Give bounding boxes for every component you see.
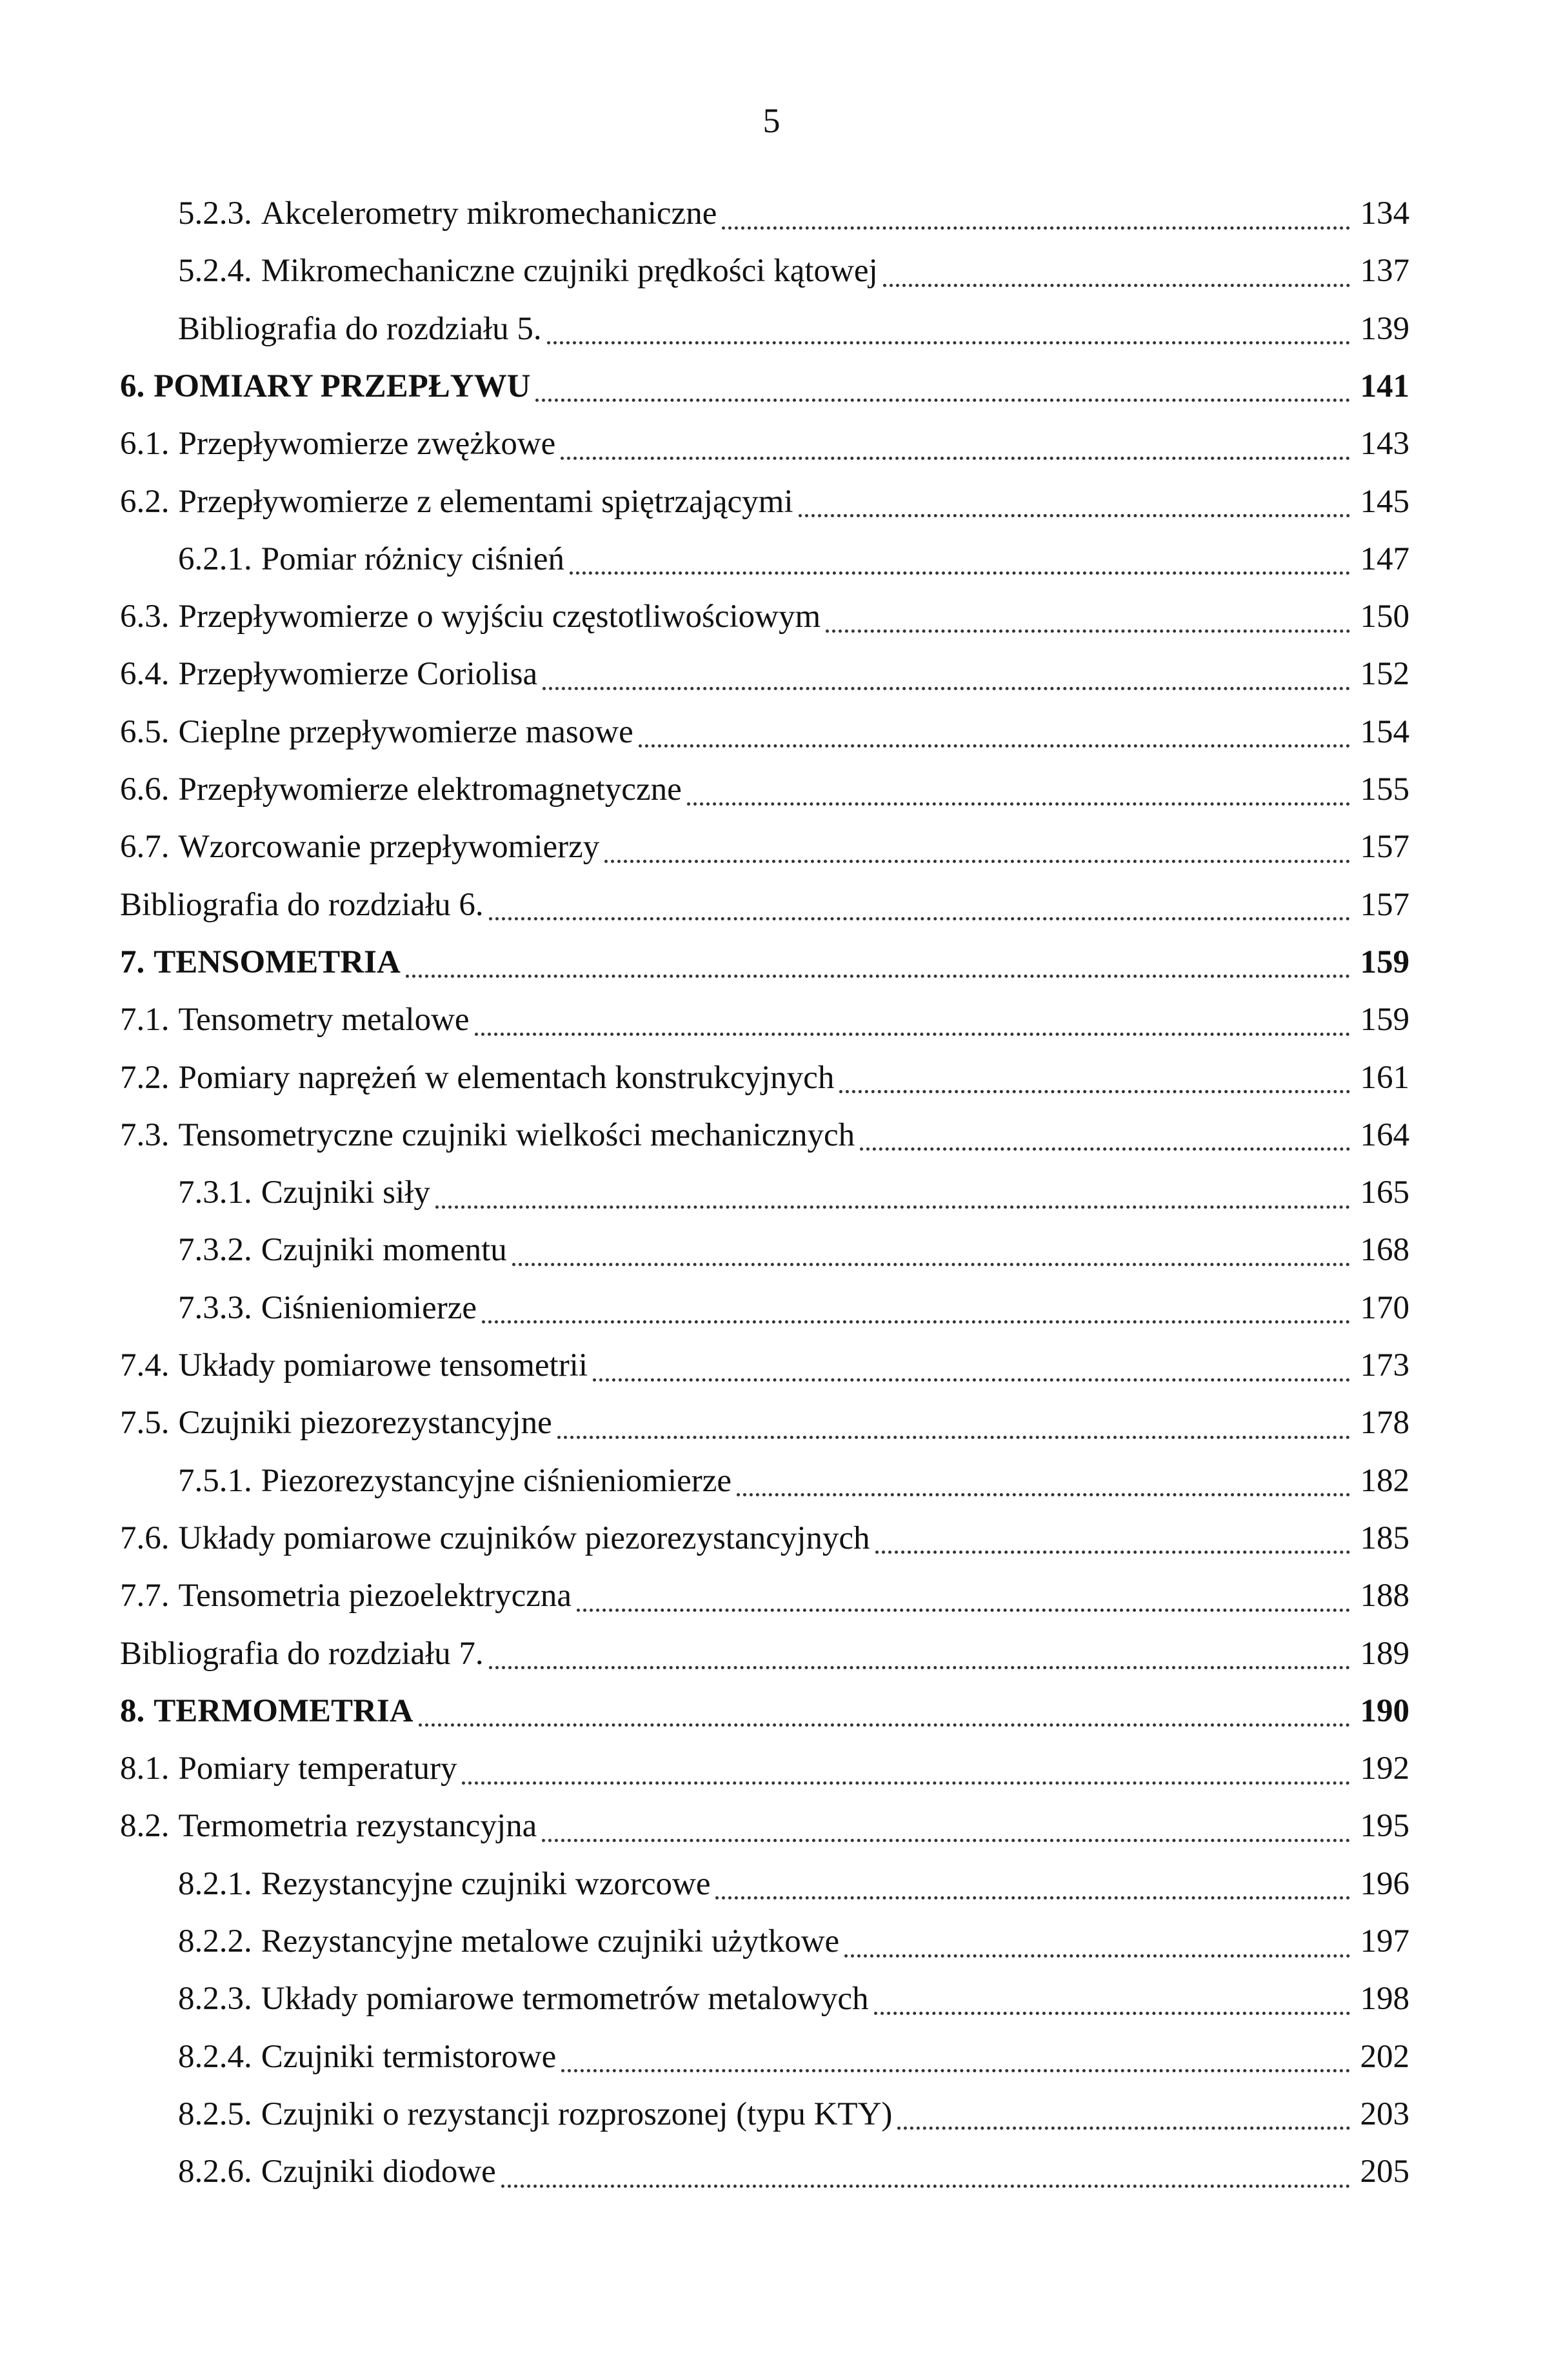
toc-entry [120,1049,1409,1107]
toc-entry [120,473,1409,531]
toc-entry-page: 203 [1360,2096,1409,2132]
toc-entry-title: Przepływomierze Coriolisa [178,656,538,693]
toc-entry-title: Czujniki termistorowe [261,2038,557,2075]
toc-entry [178,1279,1409,1337]
toc-entry-number: 8.2.4. [178,2038,252,2075]
toc-entry-number: 7.5. [120,1405,170,1442]
toc-entry-title: Wzorcowanie przepływomierzy [178,829,600,866]
dot-leader [547,341,1350,344]
page-number: 5 [762,101,781,140]
toc-entry-page: 159 [1360,944,1409,980]
toc-entry-number: 6.2. [120,483,170,520]
toc-entry [120,588,1409,646]
toc-entry-title: Pomiary naprężeń w elementach konstrukcyjnych [178,1059,835,1096]
toc-entry-page: 195 [1360,1808,1409,1845]
toc-entry-page: 154 [1360,713,1409,750]
toc-entry-title: Układy pomiarowe tensometrii [178,1347,588,1383]
toc-entry-page: 168 [1360,1232,1409,1269]
dot-leader [593,1378,1350,1382]
dot-leader [535,399,1350,402]
toc-entry-number: 6.5. [120,713,170,750]
toc-entry-page: 182 [1360,1462,1409,1499]
toc-entry-title: Czujniki momentu [261,1232,507,1269]
dot-leader [897,2127,1350,2130]
toc-entry-page: 157 [1360,886,1409,923]
toc-entry [120,760,1409,818]
toc-entry [120,1797,1409,1855]
toc-entry-number: 8.2.5. [178,2096,252,2132]
toc-entry [120,991,1409,1049]
toc-entry-page: 137 [1360,253,1409,290]
toc-entry-title: Przepływomierze elektromagnetyczne [178,771,682,808]
dot-leader [883,284,1350,287]
toc-entry-page: 196 [1360,1865,1409,1902]
toc-entry-page: 197 [1360,1923,1409,1959]
toc-entry [178,184,1409,243]
toc-entry [120,1106,1409,1164]
dot-leader [799,514,1351,517]
toc-entry-page: 190 [1360,1692,1409,1729]
toc-entry-number: 7. [120,944,145,980]
toc-entry-page: 150 [1360,599,1409,635]
toc-entry [120,876,1409,934]
dot-leader [860,1147,1350,1151]
toc-entry-number: 7.2. [120,1059,170,1096]
toc-entry-page: 205 [1360,2154,1409,2190]
toc-entry-number: 7.3.1. [178,1175,252,1211]
dot-leader [875,1551,1350,1554]
toc-entry [178,530,1409,588]
toc-entry-number: 8.1. [120,1750,170,1787]
toc-entry-page: 192 [1360,1750,1409,1787]
toc-entry-title: Termometria rezystancyjna [178,1808,537,1845]
toc-entry [178,2028,1409,2086]
toc-entry-page: 152 [1360,656,1409,693]
toc-entry [178,1452,1409,1510]
dot-leader [839,1090,1350,1093]
toc-entry-number: 6.7. [120,829,170,866]
dot-leader [561,2069,1350,2072]
toc-entry [120,415,1409,473]
dot-leader [715,1896,1350,1899]
toc-entry-title: Bibliografia do rozdziału 7. [120,1635,484,1672]
toc-entry-page: 170 [1360,1289,1409,1326]
dot-leader [639,744,1350,748]
toc-entry-page: 157 [1360,829,1409,866]
toc-entry [120,933,1409,991]
toc-entry-title: Rezystancyjne czujniki wzorcowe [261,1865,711,1902]
toc-entry-page: 202 [1360,2038,1409,2075]
toc-entry-number: 6.2.1. [178,540,252,577]
toc-entry-title: Bibliografia do rozdziału 5. [178,310,542,347]
toc-entry-page: 173 [1360,1347,1409,1383]
toc-entry [120,1740,1409,1798]
toc-entry-number: 8.2.2. [178,1923,252,1959]
toc-entry-page: 145 [1360,483,1409,520]
toc-entry [120,818,1409,876]
toc-entry-page: 141 [1360,368,1409,404]
toc-entry-number: 7.3.2. [178,1232,252,1269]
toc-entry-number: 7.7. [120,1578,170,1614]
dot-leader [826,630,1350,633]
toc-entry-title: Pomiary temperatury [178,1750,457,1787]
dot-leader [577,1609,1350,1612]
dot-leader [489,917,1350,920]
toc-entry-page: 189 [1360,1635,1409,1672]
toc-entry-title: Czujniki diodowe [261,2154,496,2190]
toc-entry-title: Przepływomierze z elementami spiętrzającymi [178,483,793,520]
toc-entry [120,1682,1409,1740]
toc-entry [178,242,1409,300]
toc-entry-number: 8.2.6. [178,2154,252,2190]
dot-leader [542,1839,1350,1842]
toc-entry-title: Piezorezystancyjne ciśnieniomierze [261,1462,732,1499]
toc-entry [120,703,1409,761]
toc-entry [178,2143,1409,2201]
dot-leader [570,571,1350,575]
toc-entry-number: 7.6. [120,1520,170,1556]
toc-entry-title: Tensometry metalowe [178,1002,470,1038]
toc-entry-page: 185 [1360,1520,1409,1556]
toc-entry-title: Tensometria piezoelektryczna [178,1578,572,1614]
toc-entry [178,300,1409,358]
dot-leader [475,1033,1350,1036]
toc-entry-title: Mikromechaniczne czujniki prędkości kątowej [261,253,878,290]
toc-entry [120,1336,1409,1394]
toc-entry-page: 188 [1360,1578,1409,1614]
dot-leader [561,457,1350,460]
toc-entry-title: TENSOMETRIA [154,944,401,980]
toc-entry-title: TERMOMETRIA [154,1692,413,1729]
dot-leader [687,802,1350,806]
toc-entry [120,357,1409,415]
toc-entry-page: 178 [1360,1405,1409,1442]
toc-entry-number: 6.3. [120,599,170,635]
toc-entry-number: 8.2.1. [178,1865,252,1902]
toc-entry-number: 7.1. [120,1002,170,1038]
dot-leader [722,226,1350,230]
dot-leader [874,2012,1350,2015]
toc-entry-title: Pomiar różnicy ciśnień [261,540,564,577]
toc-entry-page: 165 [1360,1175,1409,1211]
toc-entry-number: 8. [120,1692,145,1729]
toc-entry-number: 7.4. [120,1347,170,1383]
dot-leader [737,1493,1350,1496]
toc-entry-number: 6.6. [120,771,170,808]
toc-entry-title: Cieplne przepływomierze masowe [178,713,633,750]
toc-entry-title: Czujniki o rezystancji rozproszonej (typu KTY) [261,2096,893,2132]
dot-leader [557,1436,1350,1439]
toc-entry-page: 147 [1360,540,1409,577]
toc-entry [178,1912,1409,1970]
toc-entry [178,1855,1409,1913]
toc-entry-page: 134 [1360,195,1409,232]
toc-entry-number: 6.1. [120,426,170,462]
dot-leader [406,975,1350,978]
dot-leader [419,1723,1350,1727]
dot-leader [482,1320,1350,1324]
toc-entry-number: 7.3.3. [178,1289,252,1326]
toc-entry-page: 155 [1360,771,1409,808]
toc-entry [120,1567,1409,1625]
toc-entry-number: 5.2.4. [178,253,252,290]
toc-entry [178,1970,1409,2028]
dot-leader [489,1666,1350,1669]
toc-entry [120,1394,1409,1452]
toc-entry-page: 143 [1360,426,1409,462]
toc-entry-number: 6.4. [120,656,170,693]
toc-entry-title: Czujniki siły [261,1175,430,1211]
dot-leader [462,1781,1350,1785]
toc-entry-number: 8.2.3. [178,1981,252,2018]
dot-leader [501,2185,1350,2188]
toc-entry-title: POMIARY PRZEPŁYWU [154,368,531,404]
toc-entry-title: Przepływomierze o wyjściu częstotliwościowym [178,599,821,635]
toc-entry-number: 7.5.1. [178,1462,252,1499]
toc-entry-title: Układy pomiarowe termometrów metalowych [261,1981,869,2018]
toc-entry-page: 161 [1360,1059,1409,1096]
toc-entry-page: 164 [1360,1116,1409,1153]
toc-entry-title: Rezystancyjne metalowe czujniki użytkowe [261,1923,840,1959]
toc-entry-title: Przepływomierze zwężkowe [178,426,556,462]
toc-entry [178,1164,1409,1222]
toc-entry-title: Tensometryczne czujniki wielkości mechanicznych [178,1116,855,1153]
dot-leader [844,1954,1350,1958]
toc-entry-number: 5.2.3. [178,195,252,232]
toc-entry [178,1221,1409,1279]
toc-entry-number: 7.3. [120,1116,170,1153]
toc-entry [120,645,1409,703]
toc-entry-title: Akcelerometry mikromechaniczne [261,195,717,232]
toc-entry [120,1509,1409,1567]
toc-entry-title: Bibliografia do rozdziału 6. [120,886,484,923]
dot-leader [604,860,1350,863]
toc-entry [178,2085,1409,2143]
toc-entry-title: Ciśnieniomierze [261,1289,477,1326]
toc-entry-title: Czujniki piezorezystancyjne [178,1405,552,1442]
toc-entry-page: 139 [1360,310,1409,347]
dot-leader [543,687,1350,690]
dot-leader [512,1263,1350,1266]
toc-entry-title: Układy pomiarowe czujników piezorezystancyjnych [178,1520,870,1556]
toc-entry-page: 198 [1360,1981,1409,2018]
toc-entry-number: 8.2. [120,1808,170,1845]
toc-entry [120,1625,1409,1683]
toc-entry-page: 159 [1360,1002,1409,1038]
dot-leader [435,1205,1350,1209]
toc-entry-number: 6. [120,368,145,404]
